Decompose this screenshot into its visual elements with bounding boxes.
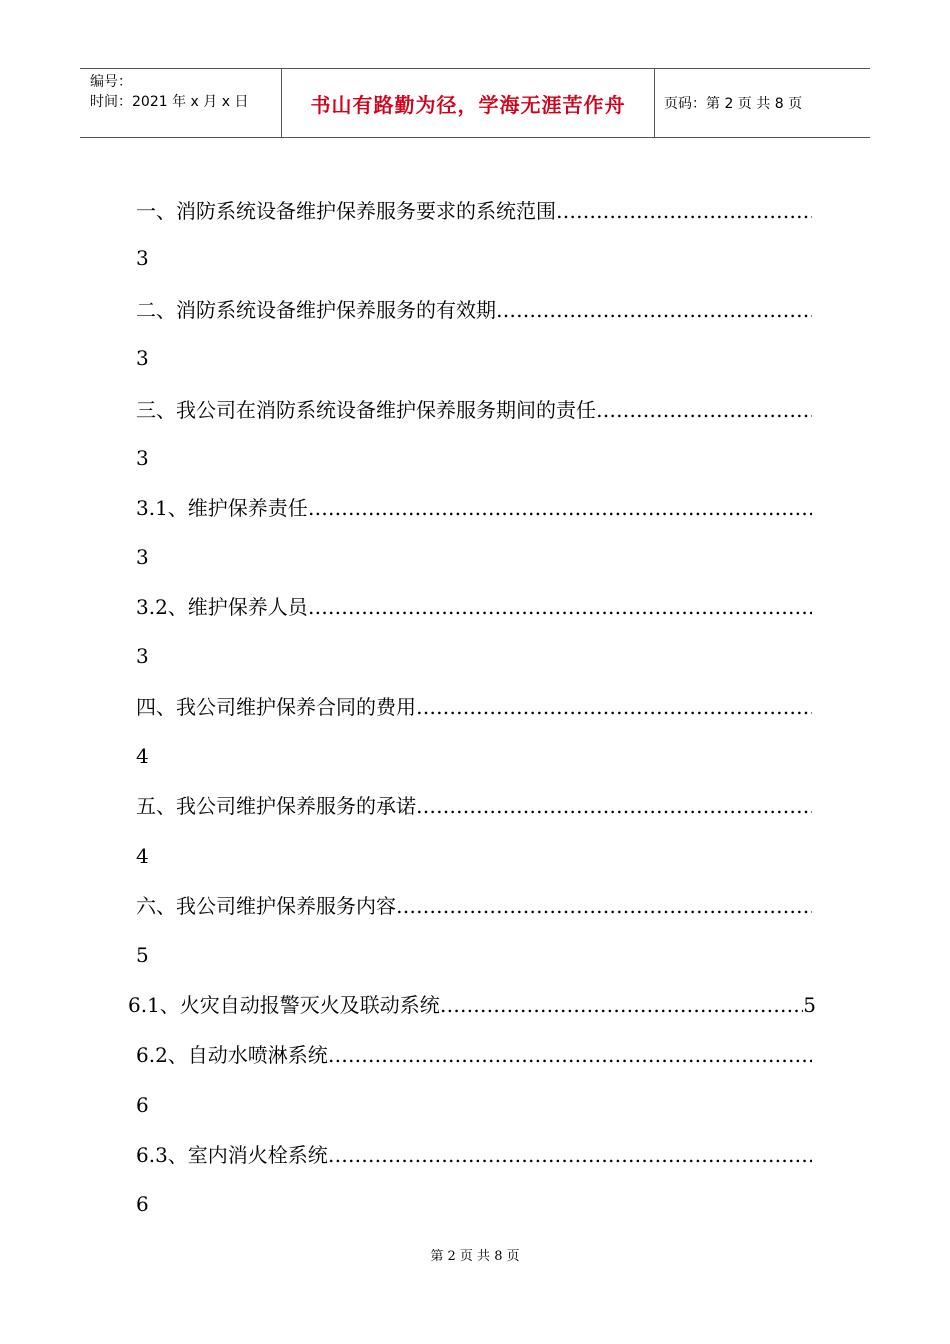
toc-entry-1[interactable] xyxy=(136,196,812,226)
toc-entry-6-3[interactable] xyxy=(136,1140,812,1170)
toc-title: 6.3、室内消火栓系统 xyxy=(136,1143,328,1167)
toc-title: 6.1、火灾自动报警灭火及联动系统 xyxy=(128,993,440,1017)
toc-title: 6.2、自动水喷淋系统 xyxy=(136,1043,328,1067)
toc-title: 3.2、维护保养人员 xyxy=(136,595,308,619)
number-label: 编号： xyxy=(90,74,132,90)
toc-page-number: 3 xyxy=(136,545,149,569)
toc-leader xyxy=(416,692,812,722)
time-label: 时间：2021 年 x 月 x 日 xyxy=(90,94,249,110)
toc-entry-6[interactable] xyxy=(136,891,812,921)
header-page-info: 页码：第 2 页 共 8 页 xyxy=(664,96,803,112)
header-motto: 书山有路勤为径，学海无涯苦作舟 xyxy=(310,92,626,117)
toc-title: 六、我公司维护保养服务内容 xyxy=(136,894,396,918)
toc-page-number: 3 xyxy=(136,246,149,270)
toc-title: 三、我公司在消防系统设备维护保养服务期间的责任 xyxy=(136,398,596,422)
toc-page-number: 5 xyxy=(803,993,816,1017)
toc-entry-3[interactable] xyxy=(136,395,812,425)
toc-page-number: 6 xyxy=(136,1192,149,1216)
toc-entry-2[interactable] xyxy=(136,295,812,325)
toc-leader xyxy=(416,791,812,821)
toc-page-number: 6 xyxy=(136,1093,149,1117)
toc-entry-5[interactable] xyxy=(136,791,812,821)
toc-leader xyxy=(308,592,812,622)
toc-page-number: 3 xyxy=(136,644,149,668)
toc-page-number: 3 xyxy=(136,446,149,470)
page-header xyxy=(80,68,870,138)
toc-title: 一、消防系统设备维护保养服务要求的系统范围 xyxy=(136,199,556,223)
toc-leader xyxy=(556,196,812,226)
toc-entry-3-2[interactable] xyxy=(136,592,812,622)
toc-leader xyxy=(596,395,812,425)
toc-page-number: 5 xyxy=(136,943,149,967)
toc-entry-4[interactable] xyxy=(136,692,812,722)
toc-title: 五、我公司维护保养服务的承诺 xyxy=(136,794,416,818)
page-footer: 第 2 页 共 8 页 xyxy=(430,1249,520,1264)
toc-leader xyxy=(396,891,812,921)
toc-entry-6-2[interactable] xyxy=(136,1040,812,1070)
toc-entry-6-1[interactable] xyxy=(128,990,816,1020)
toc-leader xyxy=(308,493,812,523)
toc-entry-3-1[interactable] xyxy=(136,493,812,523)
toc-page-number: 3 xyxy=(136,346,149,370)
toc-title: 四、我公司维护保养合同的费用 xyxy=(136,695,416,719)
header-motto-cell xyxy=(282,69,655,137)
toc-title: 3.1、维护保养责任 xyxy=(136,496,308,520)
toc-page-number: 4 xyxy=(136,844,149,868)
toc-leader xyxy=(440,990,803,1020)
toc-leader xyxy=(328,1040,812,1070)
header-meta xyxy=(80,69,282,137)
toc-leader xyxy=(328,1140,812,1170)
toc-page-number: 4 xyxy=(136,744,149,768)
toc-title: 二、消防系统设备维护保养服务的有效期 xyxy=(136,298,496,322)
toc-leader xyxy=(496,295,812,325)
